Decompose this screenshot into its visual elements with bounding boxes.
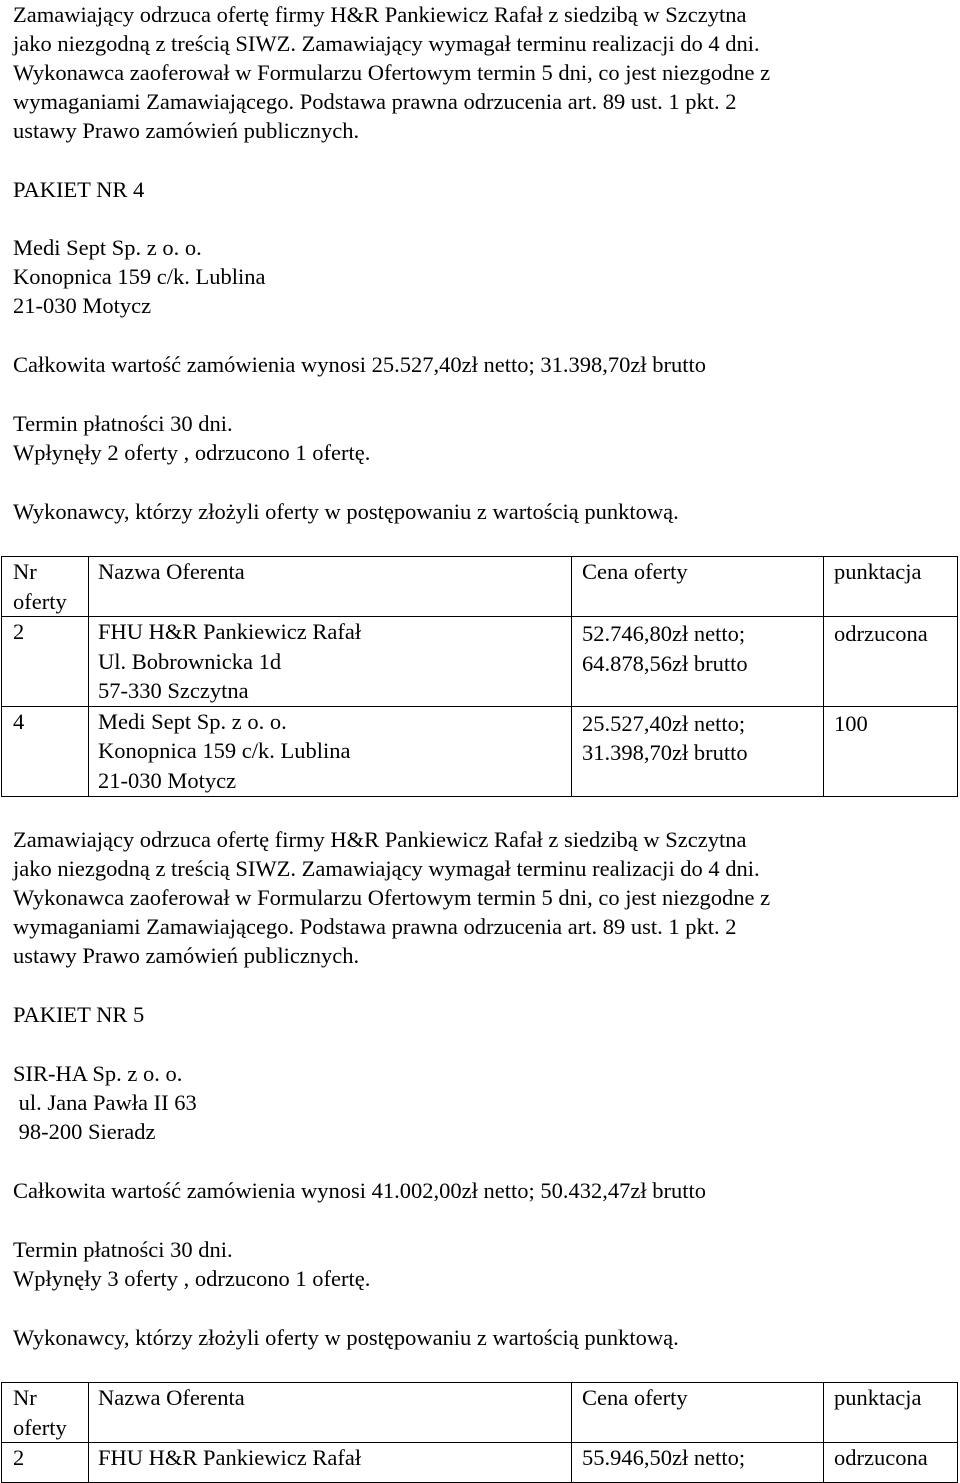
package-4-table-intro: Wykonawcy, którzy złożyli oferty w postępowaniu z wartością punktową.	[13, 499, 679, 524]
package-5-total-value: Całkowita wartość zamówienia wynosi 41.002,00zł netto; 50.432,47zł brutto	[13, 1178, 706, 1203]
rejection-text-line: Wykonawca zaoferował w Formularzu Ofertowym termin 5 dni, co jest niezgodne z	[13, 885, 771, 910]
package-5-winner-address: ul. Jana Pawła II 63	[13, 1090, 197, 1115]
package-4-total-value: Całkowita wartość zamówienia wynosi 25.527,40zł netto; 31.398,70zł brutto	[13, 352, 706, 377]
header-bidder-name: Nazwa Oferenta	[89, 557, 572, 617]
rejection-text-line: Wykonawca zaoferował w Formularzu Ofertowym termin 5 dni, co jest niezgodne z	[13, 60, 771, 85]
package-4-heading: PAKIET NR 4	[13, 177, 145, 202]
package-4-offers-table	[1, 556, 958, 797]
bidder-name: FHU H&R Pankiewicz Rafał Ul. Bobrownicka 1d 57-330 Szczytna	[89, 617, 572, 707]
rejection-text-line: Zamawiający odrzuca ofertę firmy H&R Pankiewicz Rafał z siedzibą w Szczytna	[13, 827, 747, 852]
bidder-name: Medi Sept Sp. z o. o. Konopnica 159 c/k. Lublina 21-030 Motycz	[89, 706, 572, 796]
table-row	[2, 706, 958, 796]
package-5-heading: PAKIET NR 5	[13, 1002, 145, 1027]
package-4-winner-postcode: 21-030 Motycz	[13, 293, 152, 318]
offer-number: 2	[2, 617, 89, 707]
table-header-row	[2, 1383, 958, 1443]
offer-number: 4	[2, 706, 89, 796]
rejection-text-line: jako niezgodną z treścią SIWZ. Zamawiający wymagał terminu realizacji do 4 dni.	[13, 856, 760, 881]
package-5-winner-name: SIR-HA Sp. z o. o.	[13, 1061, 183, 1086]
offer-score: odrzucona	[824, 617, 958, 707]
package-5-table-intro: Wykonawcy, którzy złożyli oferty w postępowaniu z wartością punktową.	[13, 1325, 679, 1350]
package-5-winner-postcode: 98-200 Sieradz	[13, 1119, 156, 1144]
rejection-text-line: wymaganiami Zamawiającego. Podstawa prawna odrzucenia art. 89 ust. 1 pkt. 2	[13, 89, 737, 114]
header-score: punktacja	[824, 557, 958, 617]
package-4-winner-name: Medi Sept Sp. z o. o.	[13, 235, 202, 260]
offer-number: 2	[2, 1443, 89, 1483]
offer-score: 100	[824, 706, 958, 796]
header-offer-number: Nr oferty	[2, 557, 89, 617]
header-offer-price: Cena oferty	[572, 557, 824, 617]
header-score: punktacja	[824, 1383, 958, 1443]
table-header-row	[2, 557, 958, 617]
rejection-text-line: wymaganiami Zamawiającego. Podstawa prawna odrzucenia art. 89 ust. 1 pkt. 2	[13, 914, 737, 939]
rejection-text-line: ustawy Prawo zamówień publicznych.	[13, 118, 360, 143]
header-offer-price: Cena oferty	[572, 1383, 824, 1443]
header-bidder-name: Nazwa Oferenta	[89, 1383, 572, 1443]
rejection-text-line: jako niezgodną z treścią SIWZ. Zamawiający wymagał terminu realizacji do 4 dni.	[13, 31, 760, 56]
offer-price: 52.746,80zł netto; 64.878,56zł brutto	[572, 617, 824, 707]
offer-price: 55.946,50zł netto;	[572, 1443, 824, 1483]
package-4-winner-address: Konopnica 159 c/k. Lublina	[13, 264, 266, 289]
bidder-name: FHU H&R Pankiewicz Rafał	[89, 1443, 572, 1483]
offer-price: 25.527,40zł netto; 31.398,70zł brutto	[572, 706, 824, 796]
header-offer-number: Nr oferty	[2, 1383, 89, 1443]
package-4-payment-term: Termin płatności 30 dni.	[13, 411, 233, 436]
rejection-text-line: Zamawiający odrzuca ofertę firmy H&R Pankiewicz Rafał z siedzibą w Szczytna	[13, 2, 747, 27]
package-4-offers-received: Wpłynęły 2 oferty , odrzucono 1 ofertę.	[13, 440, 371, 465]
table-row	[2, 617, 958, 707]
package-5-offers-table	[1, 1382, 958, 1483]
rejection-text-line: ustawy Prawo zamówień publicznych.	[13, 943, 360, 968]
package-5-payment-term: Termin płatności 30 dni.	[13, 1237, 233, 1262]
offer-score: odrzucona	[824, 1443, 958, 1483]
package-5-offers-received: Wpłynęły 3 oferty , odrzucono 1 ofertę.	[13, 1266, 371, 1291]
